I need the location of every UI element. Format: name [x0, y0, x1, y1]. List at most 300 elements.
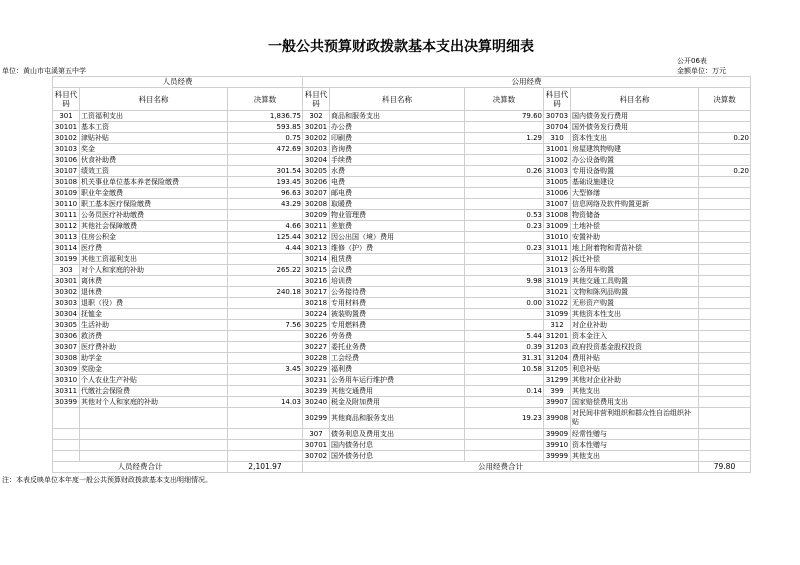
code-cell: 31011 — [544, 243, 571, 254]
table-row — [53, 133, 751, 144]
amount-cell — [465, 375, 544, 386]
code-cell: 30208 — [303, 199, 330, 210]
name-cell: 邮电费 — [330, 188, 465, 199]
table-row — [53, 254, 751, 265]
name-cell: 大型修缮 — [571, 188, 699, 199]
amount-cell: 265.22 — [228, 265, 303, 276]
name-cell: 奖金 — [80, 144, 228, 155]
name-cell: 地上附着物和青苗补偿 — [571, 243, 699, 254]
code-cell: 30299 — [303, 408, 330, 429]
table-row — [53, 451, 751, 462]
name-cell: 利息补贴 — [571, 364, 699, 375]
amount-cell: 19.23 — [465, 408, 544, 429]
code-cell: 31003 — [544, 166, 571, 177]
amount-cell: 31.31 — [465, 353, 544, 364]
code-cell: 30112 — [53, 221, 80, 232]
code-cell: 30215 — [303, 265, 330, 276]
code-cell: 30214 — [303, 254, 330, 265]
amount-cell — [465, 429, 544, 440]
name-cell: 因公出国（境）费用 — [330, 232, 465, 243]
group-header-row — [53, 77, 751, 88]
name-cell: 救济费 — [80, 331, 228, 342]
amount-cell: 7.56 — [228, 320, 303, 331]
code-cell: 30206 — [303, 177, 330, 188]
name-cell: 奖励金 — [80, 364, 228, 375]
name-cell: 其他支出 — [571, 451, 699, 462]
amount-cell: 5.44 — [465, 331, 544, 342]
name-cell: 其他工资福利支出 — [80, 254, 228, 265]
name-cell: 政府投资基金股权投资 — [571, 342, 699, 353]
amount-cell — [699, 254, 751, 265]
name-cell — [80, 451, 228, 462]
name-cell: 商品和服务支出 — [330, 111, 465, 122]
code-cell: 30301 — [53, 276, 80, 287]
table-row — [53, 199, 751, 210]
code-cell: 30113 — [53, 232, 80, 243]
table-row — [53, 265, 751, 276]
table-row — [53, 122, 751, 133]
code-cell: 30239 — [303, 386, 330, 397]
amount-cell — [699, 440, 751, 451]
name-cell: 咨询费 — [330, 144, 465, 155]
table-row — [53, 221, 751, 232]
code-cell: 31001 — [544, 144, 571, 155]
code-cell: 30302 — [53, 287, 80, 298]
name-cell: 伙食补助费 — [80, 155, 228, 166]
amount-cell — [699, 397, 751, 408]
name-cell: 资本性支出 — [571, 133, 699, 144]
code-cell: 39999 — [544, 451, 571, 462]
code-cell: 30225 — [303, 320, 330, 331]
name-cell: 印刷费 — [330, 133, 465, 144]
code-cell: 302 — [303, 111, 330, 122]
report-sheet — [2, 38, 750, 485]
name-cell: 拆迁补偿 — [571, 254, 699, 265]
name-cell: 租赁费 — [330, 254, 465, 265]
amount-cell — [699, 364, 751, 375]
amount-cell — [699, 177, 751, 188]
amount-cell — [228, 155, 303, 166]
amount-cell: 79.60 — [465, 111, 544, 122]
code-cell: 312 — [544, 320, 571, 331]
code-cell: 30106 — [53, 155, 80, 166]
code-cell: 31201 — [544, 331, 571, 342]
name-cell: 培训费 — [330, 276, 465, 287]
name-cell: 公务员医疗补助缴费 — [80, 210, 228, 221]
code-cell: 30229 — [303, 364, 330, 375]
amount-cell: 472.69 — [228, 144, 303, 155]
code-cell: 30224 — [303, 309, 330, 320]
amount-cell — [228, 429, 303, 440]
name-cell: 绩效工资 — [80, 166, 228, 177]
table-row — [53, 210, 751, 221]
table-row — [53, 166, 751, 177]
table-row — [53, 364, 751, 375]
name-cell: 助学金 — [80, 353, 228, 364]
report-title: 一般公共预算财政拨款基本支出决算明细表 — [268, 39, 534, 55]
table-row — [53, 309, 751, 320]
code-cell — [53, 440, 80, 451]
amount-cell — [465, 199, 544, 210]
code-cell: 31006 — [544, 188, 571, 199]
amount-cell — [465, 232, 544, 243]
amount-cell: 0.53 — [465, 210, 544, 221]
name-cell: 费用补贴 — [571, 353, 699, 364]
table-row — [53, 298, 751, 309]
name-cell: 对企业补助 — [571, 320, 699, 331]
code-cell: 31002 — [544, 155, 571, 166]
totals-row — [53, 462, 751, 473]
name-cell: 医疗费 — [80, 243, 228, 254]
amount-cell: 10.58 — [465, 364, 544, 375]
name-cell: 手续费 — [330, 155, 465, 166]
name-cell: 其他对个人和家庭的补助 — [80, 397, 228, 408]
amount-cell — [465, 155, 544, 166]
amount-cell — [699, 155, 751, 166]
code-cell: 303 — [53, 265, 80, 276]
amount-cell — [228, 210, 303, 221]
table-row — [53, 440, 751, 451]
code-cell: 30201 — [303, 122, 330, 133]
name-cell: 国内债务发行费用 — [571, 111, 699, 122]
code-cell: 30209 — [303, 210, 330, 221]
code-cell: 39908 — [544, 408, 571, 429]
name-cell: 国家赔偿费用支出 — [571, 397, 699, 408]
amount-cell — [465, 309, 544, 320]
name-cell: 专用材料费 — [330, 298, 465, 309]
name-cell: 福利费 — [330, 364, 465, 375]
table-row — [53, 287, 751, 298]
amount-cell — [465, 177, 544, 188]
table-row — [53, 331, 751, 342]
name-cell: 公务用车运行维护费 — [330, 375, 465, 386]
unit-label: 单位：黄山市屯溪第五中学 — [2, 67, 86, 75]
name-cell: 债务利息及费用支出 — [330, 429, 465, 440]
code-cell: 31013 — [544, 265, 571, 276]
unit-row — [2, 66, 750, 76]
name-cell: 工会经费 — [330, 353, 465, 364]
amount-cell: 240.18 — [228, 287, 303, 298]
name-cell: 办公费 — [330, 122, 465, 133]
code-cell: 399 — [544, 386, 571, 397]
amount-cell: 301.54 — [228, 166, 303, 177]
table-row — [53, 144, 751, 155]
name-cell: 职业年金缴费 — [80, 188, 228, 199]
name-cell: 退职（役）费 — [80, 298, 228, 309]
amount-cell — [465, 122, 544, 133]
code-cell: 30702 — [303, 451, 330, 462]
name-cell: 基础设施建设 — [571, 177, 699, 188]
amount-cell — [699, 375, 751, 386]
amount-cell — [699, 199, 751, 210]
amount-cell: 43.29 — [228, 199, 303, 210]
name-cell: 土地补偿 — [571, 221, 699, 232]
name-cell: 离休费 — [80, 276, 228, 287]
name-cell: 税金及附加费用 — [330, 397, 465, 408]
name-cell: 差旅费 — [330, 221, 465, 232]
amount-cell — [465, 287, 544, 298]
amount-cell — [465, 265, 544, 276]
name-cell: 其他交通工具购置 — [571, 276, 699, 287]
name-cell: 被装购置费 — [330, 309, 465, 320]
amount-cell — [228, 451, 303, 462]
code-cell: 30205 — [303, 166, 330, 177]
code-cell: 30311 — [53, 386, 80, 397]
amount-cell — [699, 188, 751, 199]
code-cell: 30199 — [53, 254, 80, 265]
code-cell: 30228 — [303, 353, 330, 364]
name-cell: 房屋建筑物购建 — [571, 144, 699, 155]
table-row — [53, 408, 751, 429]
name-cell — [80, 408, 228, 429]
name-cell: 其他资本性支出 — [571, 309, 699, 320]
code-cell: 30307 — [53, 342, 80, 353]
table-row — [53, 111, 751, 122]
name-cell: 国外债务付息 — [330, 451, 465, 462]
name-cell — [80, 440, 228, 451]
amount-cell — [699, 111, 751, 122]
table-row — [53, 188, 751, 199]
code-cell: 30703 — [544, 111, 571, 122]
amount-cell — [699, 331, 751, 342]
name-cell: 基本工资 — [80, 122, 228, 133]
name-cell: 专用设备购置 — [571, 166, 699, 177]
name-cell: 代缴社会保险费 — [80, 386, 228, 397]
amount-cell: 0.23 — [465, 221, 544, 232]
code-cell: 39909 — [544, 429, 571, 440]
amount-cell — [699, 451, 751, 462]
amount-cell — [699, 210, 751, 221]
name-cell: 物资储备 — [571, 210, 699, 221]
code-cell: 31299 — [544, 375, 571, 386]
code-cell: 307 — [303, 429, 330, 440]
col-header-name: 科目名称 — [330, 88, 465, 111]
code-cell: 31007 — [544, 199, 571, 210]
code-cell: 30107 — [53, 166, 80, 177]
personnel-total-label: 人员经费合计 — [53, 462, 228, 473]
amount-cell — [228, 375, 303, 386]
public-total-label: 公用经费合计 — [303, 462, 699, 473]
code-cell: 30309 — [53, 364, 80, 375]
name-cell: 水费 — [330, 166, 465, 177]
name-cell — [80, 429, 228, 440]
amount-cell — [699, 309, 751, 320]
code-cell — [53, 429, 80, 440]
column-header-row — [53, 88, 751, 111]
amount-cell: 96.63 — [228, 188, 303, 199]
table-row — [53, 320, 751, 331]
amount-cell — [228, 386, 303, 397]
col-header-name: 科目名称 — [80, 88, 228, 111]
amount-cell: 0.00 — [465, 298, 544, 309]
name-cell: 职工基本医疗保险缴费 — [80, 199, 228, 210]
code-cell: 31019 — [544, 276, 571, 287]
code-cell: 30213 — [303, 243, 330, 254]
code-cell: 30216 — [303, 276, 330, 287]
code-cell: 30114 — [53, 243, 80, 254]
amount-cell — [699, 276, 751, 287]
col-header-amount: 决算数 — [465, 88, 544, 111]
amount-cell: 193.45 — [228, 177, 303, 188]
code-cell: 30305 — [53, 320, 80, 331]
expenditure-table — [52, 76, 751, 473]
code-cell: 30240 — [303, 397, 330, 408]
table-row — [53, 243, 751, 254]
amount-cell: 0.14 — [465, 386, 544, 397]
code-cell: 31021 — [544, 287, 571, 298]
amount-cell — [699, 265, 751, 276]
code-cell: 30202 — [303, 133, 330, 144]
code-cell: 30111 — [53, 210, 80, 221]
amount-cell — [699, 221, 751, 232]
name-cell: 经常性赠与 — [571, 429, 699, 440]
amount-cell: 0.23 — [465, 243, 544, 254]
code-cell: 31022 — [544, 298, 571, 309]
table-row — [53, 177, 751, 188]
amount-cell: 4.66 — [228, 221, 303, 232]
amount-cell: 125.44 — [228, 232, 303, 243]
col-header-amount: 决算数 — [228, 88, 303, 111]
name-cell: 机关事业单位基本养老保险缴费 — [80, 177, 228, 188]
amount-cell — [228, 408, 303, 429]
amount-cell — [699, 243, 751, 254]
amount-cell — [699, 122, 751, 133]
table-row — [53, 397, 751, 408]
public-total-value: 79.80 — [699, 462, 751, 473]
table-row — [53, 353, 751, 364]
footnote: 注：本表反映单位本年度一般公共预算财政拨款基本支出明细情况。 — [2, 476, 212, 484]
col-header-name: 科目名称 — [571, 88, 699, 111]
name-cell: 对个人和家庭的补助 — [80, 265, 228, 276]
amount-cell — [465, 188, 544, 199]
code-cell: 31012 — [544, 254, 571, 265]
amount-cell: 1.29 — [465, 133, 544, 144]
name-cell: 委托业务费 — [330, 342, 465, 353]
col-header-code: 科目代码 — [544, 88, 571, 111]
amount-cell: 14.03 — [228, 397, 303, 408]
code-cell: 31205 — [544, 364, 571, 375]
code-cell: 31204 — [544, 353, 571, 364]
code-cell: 30227 — [303, 342, 330, 353]
code-cell: 30108 — [53, 177, 80, 188]
code-cell: 31099 — [544, 309, 571, 320]
name-cell: 文物和陈列品购置 — [571, 287, 699, 298]
code-cell: 31009 — [544, 221, 571, 232]
group-header-personnel: 人员经费 — [53, 77, 303, 88]
name-cell: 生活补助 — [80, 320, 228, 331]
name-cell: 个人农业生产补贴 — [80, 375, 228, 386]
amount-cell: 3.45 — [228, 364, 303, 375]
code-cell: 39907 — [544, 397, 571, 408]
form-code: 公开06表 — [677, 57, 707, 65]
col-header-amount: 决算数 — [699, 88, 751, 111]
amount-cell — [465, 397, 544, 408]
form-code-row — [52, 56, 750, 66]
name-cell: 其他商品和服务支出 — [330, 408, 465, 429]
code-cell: 30103 — [53, 144, 80, 155]
code-cell: 30110 — [53, 199, 80, 210]
amount-cell: 593.85 — [228, 122, 303, 133]
amount-cell — [228, 342, 303, 353]
code-cell: 30212 — [303, 232, 330, 243]
amount-cell — [699, 144, 751, 155]
code-cell: 30310 — [53, 375, 80, 386]
amount-cell — [228, 331, 303, 342]
amount-cell — [699, 232, 751, 243]
amount-cell — [699, 298, 751, 309]
amount-cell — [228, 309, 303, 320]
code-cell — [53, 408, 80, 429]
name-cell: 维修（护）费 — [330, 243, 465, 254]
code-cell: 30399 — [53, 397, 80, 408]
name-cell: 公务用车购置 — [571, 265, 699, 276]
code-cell: 30207 — [303, 188, 330, 199]
amount-cell: 1,836.75 — [228, 111, 303, 122]
table-row — [53, 276, 751, 287]
code-cell: 30218 — [303, 298, 330, 309]
amount-cell — [699, 320, 751, 331]
code-cell: 30109 — [53, 188, 80, 199]
name-cell: 资本金注入 — [571, 331, 699, 342]
name-cell: 办公设备购置 — [571, 155, 699, 166]
table-row — [53, 375, 751, 386]
code-cell: 39910 — [544, 440, 571, 451]
code-cell — [53, 451, 80, 462]
code-cell: 30304 — [53, 309, 80, 320]
amount-cell — [465, 440, 544, 451]
code-cell: 30701 — [303, 440, 330, 451]
code-cell: 30203 — [303, 144, 330, 155]
code-cell: 31005 — [544, 177, 571, 188]
name-cell: 信息网络及软件购置更新 — [571, 199, 699, 210]
col-header-code: 科目代码 — [53, 88, 80, 111]
code-cell: 31203 — [544, 342, 571, 353]
amount-cell — [228, 440, 303, 451]
table-row — [53, 342, 751, 353]
amount-cell — [228, 298, 303, 309]
amount-cell — [465, 320, 544, 331]
amount-cell — [699, 386, 751, 397]
name-cell: 国内债务付息 — [330, 440, 465, 451]
group-header-public: 公用经费 — [303, 77, 751, 88]
name-cell: 会议费 — [330, 265, 465, 276]
personnel-total-value: 2,101.97 — [228, 462, 303, 473]
amount-unit: 金额单位：万元 — [677, 67, 726, 75]
table-row — [53, 232, 751, 243]
code-cell: 310 — [544, 133, 571, 144]
name-cell: 其他支出 — [571, 386, 699, 397]
name-cell: 安置补助 — [571, 232, 699, 243]
name-cell: 津贴补贴 — [80, 133, 228, 144]
code-cell: 30204 — [303, 155, 330, 166]
amount-cell: 0.20 — [699, 166, 751, 177]
amount-cell — [228, 276, 303, 287]
amount-cell: 0.26 — [465, 166, 544, 177]
amount-cell — [228, 254, 303, 265]
name-cell: 电费 — [330, 177, 465, 188]
amount-cell: 9.98 — [465, 276, 544, 287]
name-cell: 其他社会保障缴费 — [80, 221, 228, 232]
code-cell: 30217 — [303, 287, 330, 298]
name-cell: 资本性赠与 — [571, 440, 699, 451]
name-cell: 医疗费补助 — [80, 342, 228, 353]
name-cell: 物业管理费 — [330, 210, 465, 221]
code-cell: 31010 — [544, 232, 571, 243]
code-cell: 30231 — [303, 375, 330, 386]
name-cell: 国外债务发行费用 — [571, 122, 699, 133]
name-cell: 公务接待费 — [330, 287, 465, 298]
name-cell: 其他交通费用 — [330, 386, 465, 397]
